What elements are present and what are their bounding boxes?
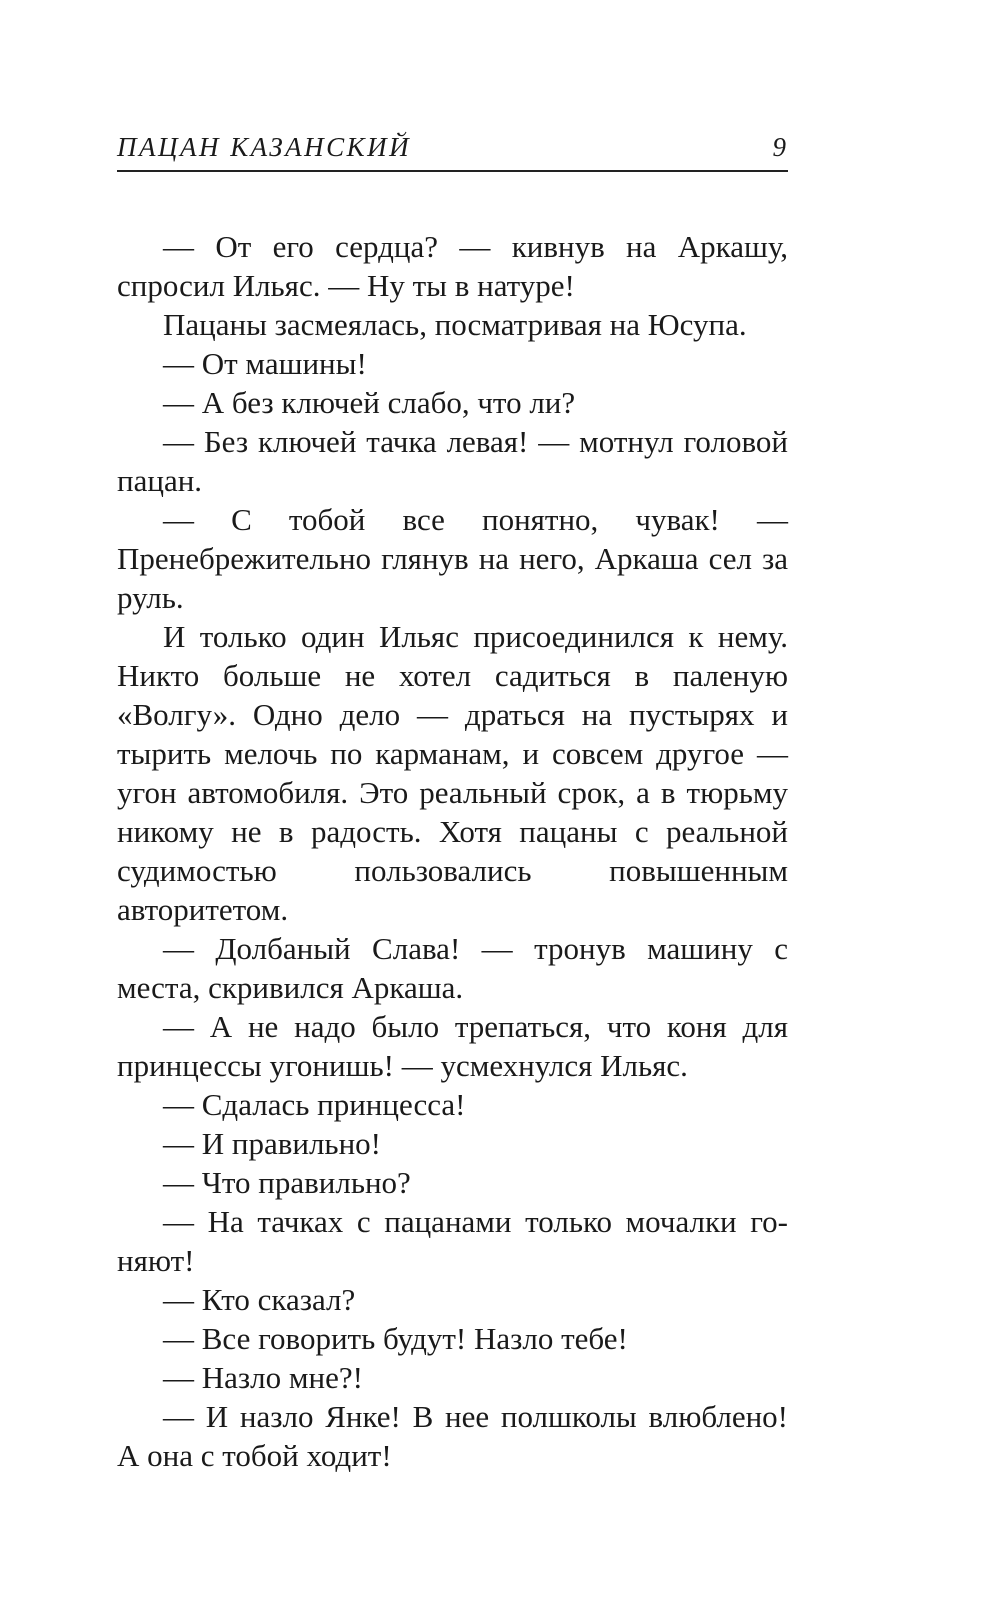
paragraph: — От машины!: [163, 346, 367, 381]
paragraph: — А без ключей слабо, что ли?: [163, 385, 576, 420]
paragraph: — Долбаный Слава! — тронув машину с места, скривился Аркаша.: [117, 931, 788, 1005]
paragraph: — Все говорить будут! Назло тебе!: [163, 1321, 628, 1356]
paragraph: — А не надо было трепаться, что коня для принцессы угонишь! — усмехнулся Ильяс.: [117, 1009, 788, 1083]
paragraph: И только один Ильяс присоединился к нему. Никто больше не хотел садиться в паленую «Волгу». Одно дело — драться на пустырях и тырить мелочь по карманам, и совсем другое — угон автомобиля. Это реальный срок, а в тюрьму никому не в радость. Хотя пацаны с реальной судимостью пользовались повышенным авторитетом.: [117, 619, 788, 927]
running-title: ПАЦАН КАЗАНСКИЙ: [117, 132, 412, 162]
paragraph: — От его сердца? — кивнув на Аркашу, спросил Ильяс. — Ну ты в натуре!: [117, 229, 788, 303]
paragraph: Пацаны засмеялась, посматривая на Юсупа.: [163, 307, 747, 342]
page-number: 9: [772, 132, 786, 162]
paragraph: — Назло мне?!: [163, 1360, 363, 1395]
paragraph: — И назло Янке! В нее полшколы влюблено! А она с тобой ходит!: [117, 1399, 788, 1473]
paragraph: — Без ключей тачка левая! — мотнул головой пацан.: [117, 424, 788, 498]
body-text: [117, 227, 788, 1475]
paragraph: — Что правильно?: [163, 1165, 411, 1200]
paragraph: — И правильно!: [163, 1126, 381, 1161]
paragraph: — Сдалась принцесса!: [163, 1087, 466, 1122]
running-header: [117, 130, 788, 172]
paragraph: — Кто сказал?: [163, 1282, 356, 1317]
paragraph: — На тачках с пацанами только мочалки гоняют!: [117, 1204, 788, 1278]
paragraph: — С тобой все понятно, чувак! — Пренебрежительно глянув на него, Аркаша сел за руль.: [117, 502, 788, 615]
